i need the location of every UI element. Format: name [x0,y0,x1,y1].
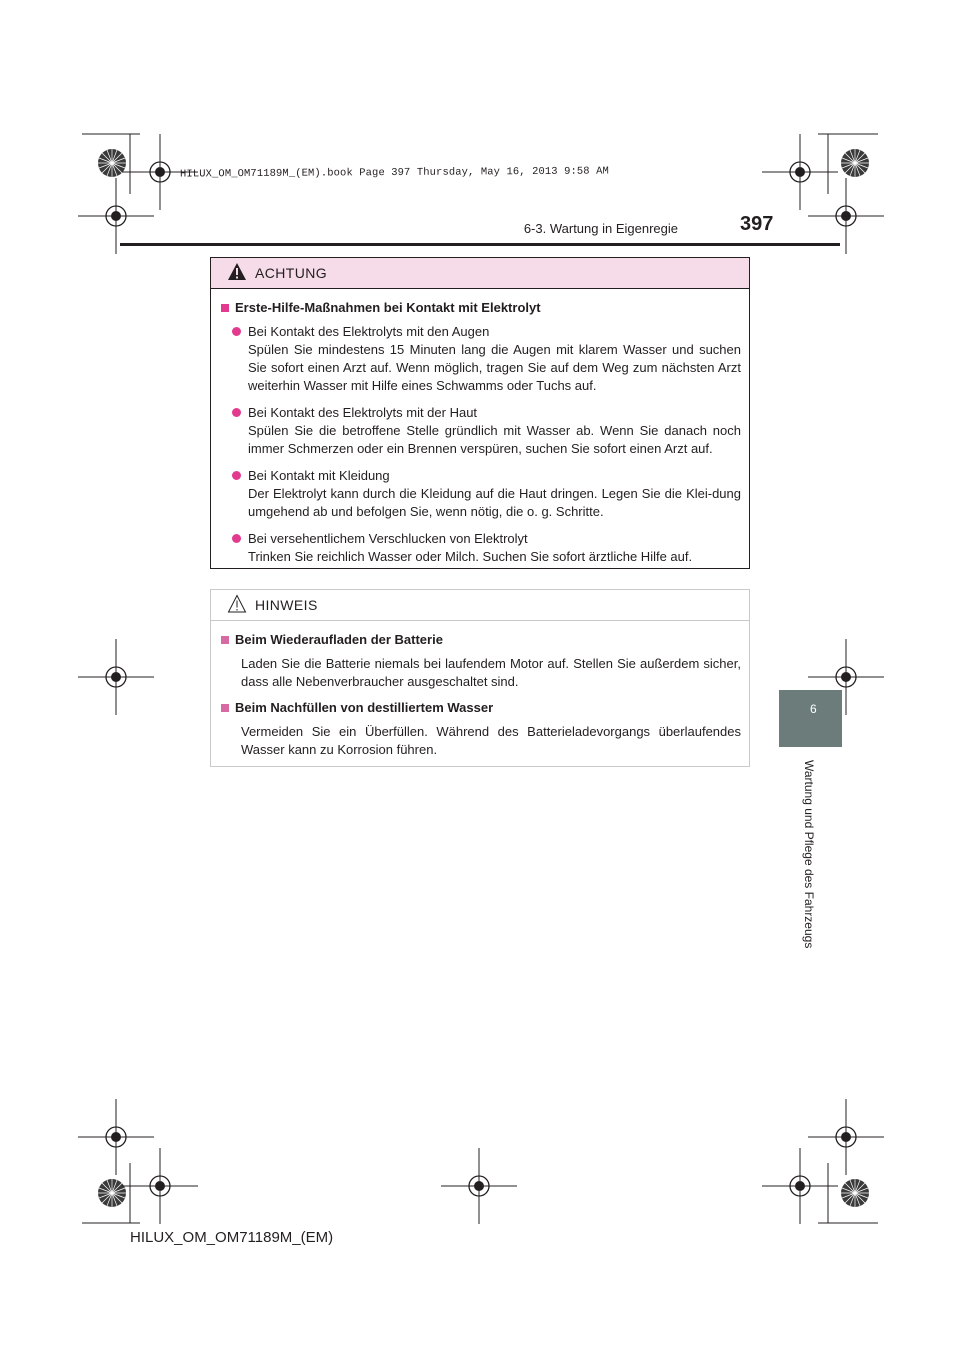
item-text: Der Elektrolyt kann durch die Kleidung auf die Haut dringen. Legen Sie die Klei-dung umgehend ab und befolgen Sie, wenn nötig, die o. g. Schritte. [248,486,741,519]
print-book-line: HILUX_OM_OM71189M_(EM).book Page 397 Thursday, May 16, 2013 9:58 AM [179,165,609,181]
header-rule [120,243,840,246]
note-header [211,590,749,621]
item-title: Bei Kontakt des Elektrolyts mit der Haut [248,405,478,420]
warning-triangle-icon [227,262,247,282]
round-bullet-icon [232,327,241,336]
item-title: Bei Kontakt mit Kleidung [248,468,390,483]
item-text: Spülen Sie die betroffene Stelle gründlich mit Wasser ab. Wenn Sie danach noch immer Schmerzen oder ein Brennen verspüren, suchen Sie sofort einen Arzt auf. [248,423,741,456]
list-item [219,530,741,566]
list-item [219,404,741,458]
note-heading: Beim Wiederaufladen der Batterie [219,631,741,649]
chapter-title: Wartung und Pflege des Fahrzeugs [802,760,816,949]
chapter-number: 6 [810,702,817,716]
section-title: 6-3. Wartung in Eigenregie [523,221,678,236]
warning-heading: Erste-Hilfe-Maßnahmen bei Kontakt mit Elektrolyt [219,299,741,317]
item-text: Spülen Sie mindestens 15 Minuten lang die Augen mit klarem Wasser und suchen Sie sofort einen Arzt auf. Wenn möglich, tragen Sie auf dem Weg zum nächsten Arzt weiterhin Wasser mit Hilfe eines Schwamms oder Tuchs auf. [248,342,741,393]
caution-triangle-icon [227,594,247,614]
page-number: 397 [740,213,774,235]
list-item [219,467,741,521]
item-text: Trinken Sie reichlich Wasser oder Milch. Suchen Sie sofort ärztliche Hilfe auf. [248,549,693,564]
note-box [210,589,750,767]
square-bullet-icon [221,636,229,644]
note-heading: Beim Nachfüllen von destilliertem Wasser [219,699,741,717]
round-bullet-icon [232,408,241,417]
note-paragraph: Vermeiden Sie ein Überfüllen. Während des Batterieladevorgangs überlaufendes Wasser kann zu Korrosion führen. [241,724,741,757]
item-title: Bei Kontakt des Elektrolyts mit den Augen [248,324,490,339]
round-bullet-icon [232,471,241,480]
note-title: HINWEIS [255,597,318,613]
round-bullet-icon [232,534,241,543]
manual-code: HILUX_OM_OM71189M_(EM) [130,1229,334,1246]
list-item [219,323,741,395]
warning-box [210,257,750,569]
chapter-tab[interactable] [779,690,842,747]
warning-title: ACHTUNG [255,265,328,281]
note-paragraph: Laden Sie die Batterie niemals bei laufendem Motor auf. Stellen Sie außerdem sicher, dass alle Nebenverbraucher ausgeschaltet sind. [241,656,741,689]
square-bullet-icon [221,704,229,712]
square-bullet-icon [221,304,229,312]
item-title: Bei versehentlichem Verschlucken von Elektrolyt [248,531,528,546]
warning-header [211,258,749,289]
